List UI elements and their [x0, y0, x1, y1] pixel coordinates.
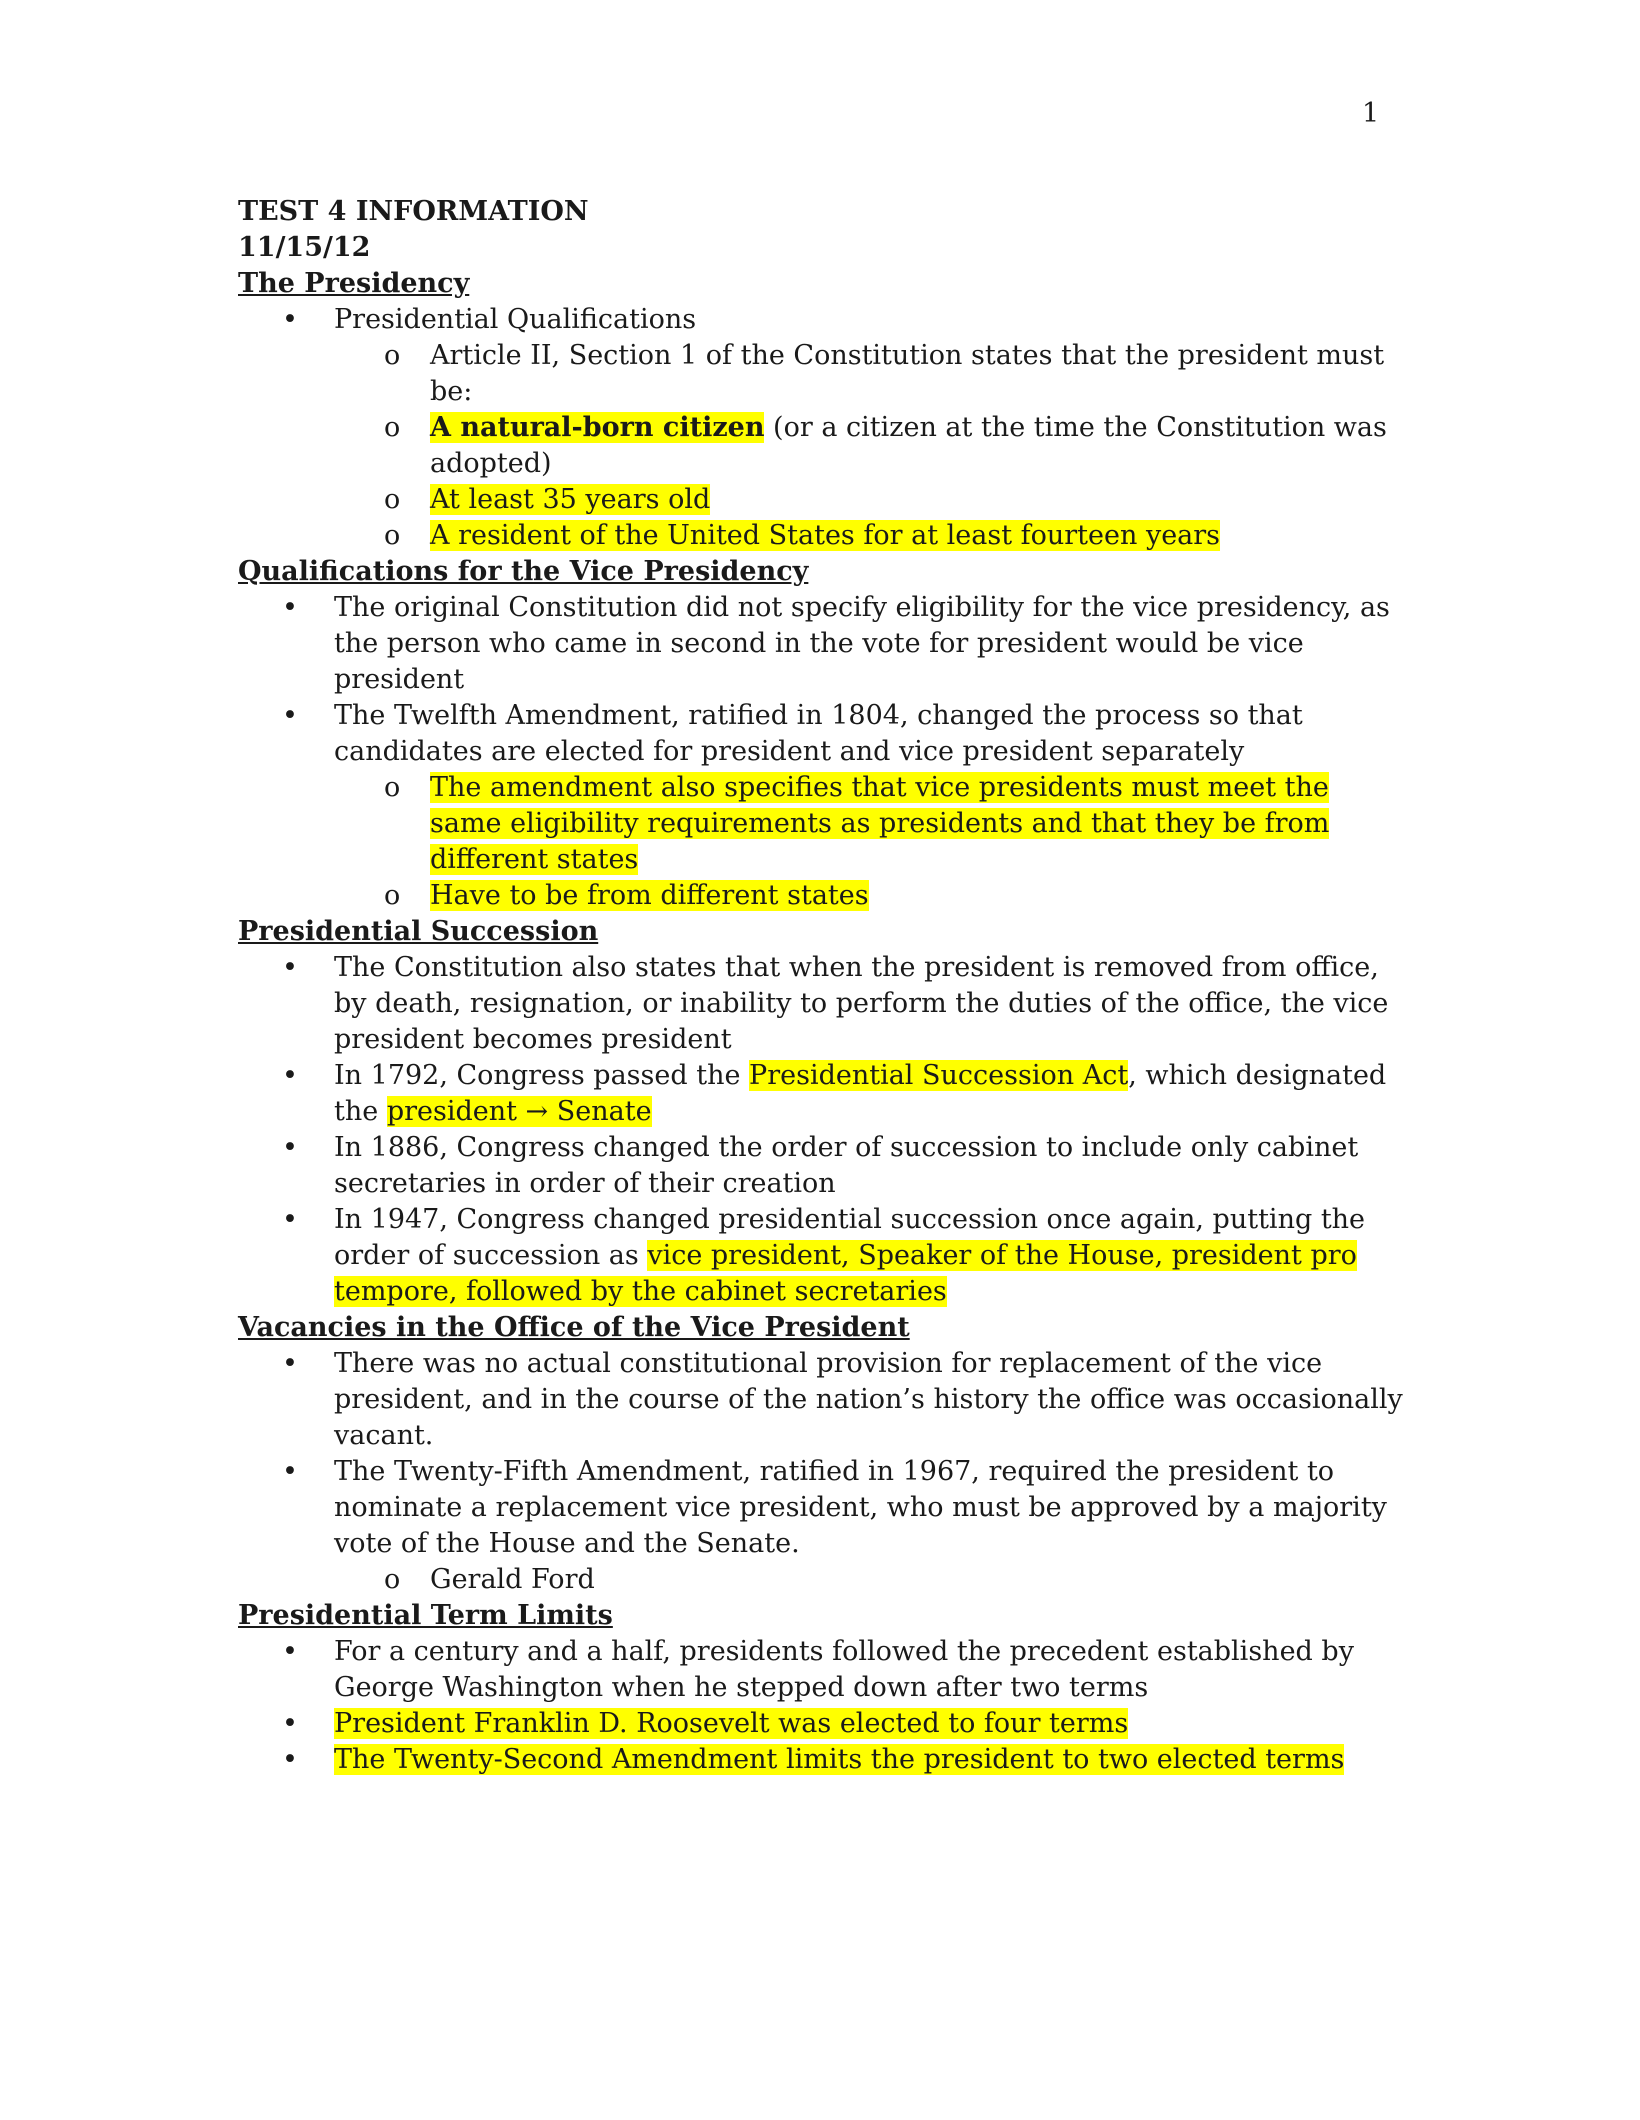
sub-text: (or a citizen at the time the Constitution was adopted): [430, 412, 1387, 479]
bullet-item: [238, 1454, 1408, 1598]
bullet-item: [238, 950, 1408, 1058]
section-heading-term-limits: Presidential Term Limits: [238, 1600, 613, 1631]
bullet-item: [238, 1346, 1408, 1454]
sub-text: Gerald Ford: [430, 1564, 595, 1595]
page-number: 1: [1362, 98, 1380, 129]
sub-list: [238, 770, 1408, 914]
bullet-item: [238, 1130, 1408, 1202]
bullet-text: Presidential Qualifications: [334, 304, 697, 335]
bullet-list: [238, 1634, 1408, 1778]
sub-item: [238, 1562, 1408, 1598]
document-title: TEST 4 INFORMATION: [238, 196, 589, 227]
bullet-text: , which designated the: [334, 1060, 1387, 1127]
document-date: 11/15/12: [238, 232, 371, 263]
sub-text: Article II, Section 1 of the Constitution states that the president must be:: [430, 340, 1385, 407]
bullet-text: In 1886, Congress changed the order of succession to include only cabinet secretaries in order of their creation: [334, 1132, 1359, 1199]
document-body: [238, 194, 1408, 1778]
section-heading-vacancies: Vacancies in the Office of the Vice President: [238, 1312, 910, 1343]
sub-item: [238, 338, 1408, 410]
highlighted-text: The amendment also specifies that vice presidents must meet the same eligibility requirements as presidents and that they be from different states: [430, 772, 1330, 875]
sub-list: [238, 1562, 1408, 1598]
sub-item: [238, 410, 1408, 482]
highlighted-text: Presidential Succession Act: [749, 1060, 1129, 1091]
bullet-list: [238, 302, 1408, 554]
bullet-item: [238, 1202, 1408, 1310]
highlighted-text: Have to be from different states: [430, 880, 869, 911]
section-heading-vp-qualifications: Qualifications for the Vice Presidency: [238, 556, 809, 587]
sub-item: [238, 878, 1408, 914]
bullet-text: There was no actual constitutional provision for replacement of the vice president, and in the course of the nation’s history the office was occasionally vacant.: [334, 1348, 1403, 1451]
bullet-item: [238, 1742, 1408, 1778]
bullet-list: [238, 1346, 1408, 1598]
bullet-item: [238, 1634, 1408, 1706]
bullet-list: [238, 950, 1408, 1310]
bullet-text: For a century and a half, presidents followed the precedent established by George Washington when he stepped down after two terms: [334, 1636, 1354, 1703]
bullet-text: The original Constitution did not specify eligibility for the vice presidency, as the person who came in second in the vote for president would be vice president: [334, 592, 1390, 695]
sub-item: [238, 770, 1408, 878]
section-heading-succession: Presidential Succession: [238, 916, 599, 947]
highlighted-text: At least 35 years old: [430, 484, 711, 515]
bullet-item: [238, 590, 1408, 698]
sub-list: [238, 338, 1408, 554]
bullet-text: The Twenty-Fifth Amendment, ratified in 1967, required the president to nominate a replacement vice president, who must be approved by a majority vote of the House and the Senate.: [334, 1456, 1387, 1559]
sub-item: [238, 482, 1408, 518]
highlighted-text: president → Senate: [386, 1096, 652, 1127]
bullet-text: In 1947, Congress changed presidential succession once again, putting the order of succession as: [334, 1204, 1366, 1271]
bullet-item: [238, 302, 1408, 554]
bullet-item: [238, 698, 1408, 914]
bullet-item: [238, 1706, 1408, 1742]
highlighted-text: vice president, Speaker of the House, president pro tempore, followed by the cabinet secretaries: [334, 1240, 1357, 1307]
highlighted-text: A resident of the United States for at least fourteen years: [430, 520, 1221, 551]
section-heading-presidency: The Presidency: [238, 268, 470, 299]
highlighted-text: President Franklin D. Roosevelt was elected to four terms: [334, 1708, 1129, 1739]
highlighted-text: A natural-born citizen: [430, 412, 765, 443]
bullet-item: [238, 1058, 1408, 1130]
sub-item: [238, 518, 1408, 554]
bullet-list: [238, 590, 1408, 914]
bullet-text: In 1792, Congress passed the: [334, 1060, 750, 1091]
bullet-text: The Twelfth Amendment, ratified in 1804, changed the process so that candidates are elected for president and vice president separately: [334, 700, 1303, 767]
bullet-text: The Constitution also states that when the president is removed from office, by death, resignation, or inability to perform the duties of the office, the vice president becomes president: [334, 952, 1389, 1055]
highlighted-text: The Twenty-Second Amendment limits the president to two elected terms: [334, 1744, 1345, 1775]
